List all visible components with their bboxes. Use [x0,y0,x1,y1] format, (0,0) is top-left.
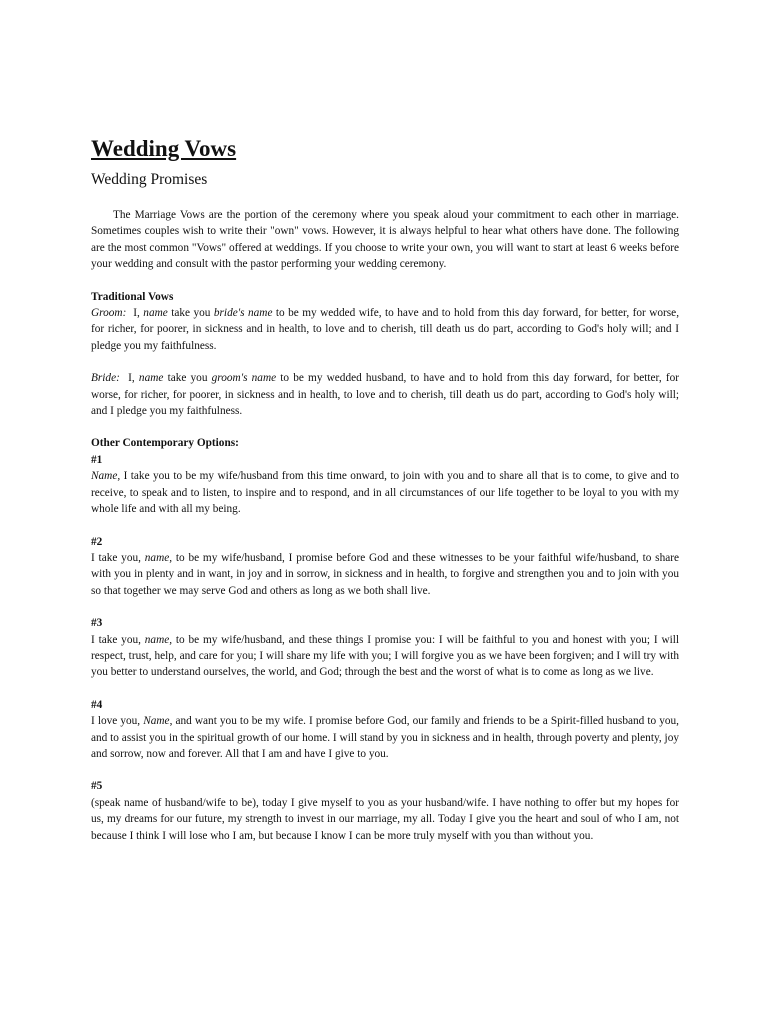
bride-label: Bride: [91,372,120,385]
groom-vow [91,305,679,354]
page-subtitle: Wedding Promises [91,171,208,188]
option-number: #1 [91,453,103,466]
option-lead: I take you, [91,551,141,564]
vow-text: to be my wedded husband, to have and to hold from this day forward, for better, for worse, for richer, for poorer, in sickness and in health, to love and to cherish, till death us do part, according to God's holy will; and I pledge you my faithfulness. [91,372,680,418]
option-text [91,468,679,517]
groom-label: Groom: [91,307,127,320]
option-number: #4 [91,698,103,711]
contemporary-options-section [91,435,679,844]
vow-i: I, [133,307,140,320]
vow-take-you: take you [171,307,211,320]
option-text: (speak name of husband/wife to be), today I give myself to you as your husband/wife. I have nothing to offer but my hopes for us, my dreams for our future, my strength to invest in our marriage, my all. Today I give you the heart and soul of who I am, not because I think I will lose who I am, but because I know I can be more truly myself with you than without you. [91,796,679,842]
vow-i: I, [128,372,135,385]
option-number: #2 [91,535,103,548]
option-name-placeholder: name, [144,633,173,646]
intro-paragraph: The Marriage Vows are the portion of the ceremony where you speak aloud your commitment to each other in marriage. Sometimes couples wish to write their "own" vows. However, it is always helpful to hear what others have done. The following are the most common "Vows" offered at weddings. If you choose to write your own, you will want to start at least 6 weeks before your wedding and consult with the pastor performing your wedding ceremony. [91,209,679,271]
section-heading: Traditional Vows [91,290,174,303]
option-number: #5 [91,780,103,793]
option-2 [91,534,679,600]
traditional-vows-section [91,289,679,420]
option-rest: to be my wife/husband, and these things I promise you: I will be faithful to you and honest with you; I will respect, trust, help, and care for you; I will share my life with you; I will forgive you as we have been forgiven; and I will try with you better to understand ourselves, the world, and God; through the best and the worst of what is to come as long as we live. [91,633,680,679]
option-rest: , and want you to be my wife. I promise before God, our family and friends to be a Spirit-filled husband to you, and to assist you in the spiritual growth of our home. I will stand by you in sickness and in health, through poverty and plenty, joy and sorrow, now and forever. All that I am and have I give to you. [91,715,679,760]
document-page [91,135,679,844]
option-lead: I take you, [91,633,141,646]
vow-name-placeholder: name [138,372,164,385]
brides-name-placeholder: bride's name [213,307,273,320]
page-title: Wedding Vows [91,136,237,161]
option-text [91,632,679,681]
option-lead: I love you, [91,715,141,728]
grooms-name-placeholder: groom's name [211,372,277,385]
option-name-placeholder: name, [144,551,173,564]
option-5 [91,778,679,844]
option-rest: to be my wife/husband, I promise before God and these witnesses to be your faithful wife/husband, to share with you in plenty and in want, in joy and in sorrow, in sickness and in health, to forgive and strengthen you and to join with you so that together we may serve God and others as long as we both shall live. [91,551,680,597]
option-rest: I take you to be my wife/husband from this time onward, to join with you and to share all that is to come, to give and to receive, to speak and to listen, to inspire and to respond, and in all circumstances of our life together to be loyal to you with my whole life and with all my being. [91,470,680,516]
option-text [91,713,679,762]
option-text [91,550,679,599]
option-4 [91,697,679,763]
option-name-placeholder: Name, [91,470,121,483]
vow-take-you: take you [167,372,208,385]
section-heading: Other Contemporary Options: [91,437,239,450]
vow-name-placeholder: name [143,307,168,320]
option-1 [91,452,679,518]
option-3 [91,615,679,681]
vow-text: to be my wedded wife, to have and to hold from this day forward, for better, for worse, for richer, for poorer, in sickness and in health, to love and to cherish, till death us do part, according to God's holy will; and I pledge you my faithfulness. [91,307,680,352]
bride-vow [91,370,679,419]
option-name-placeholder: Name [143,715,170,728]
option-number: #3 [91,617,103,630]
